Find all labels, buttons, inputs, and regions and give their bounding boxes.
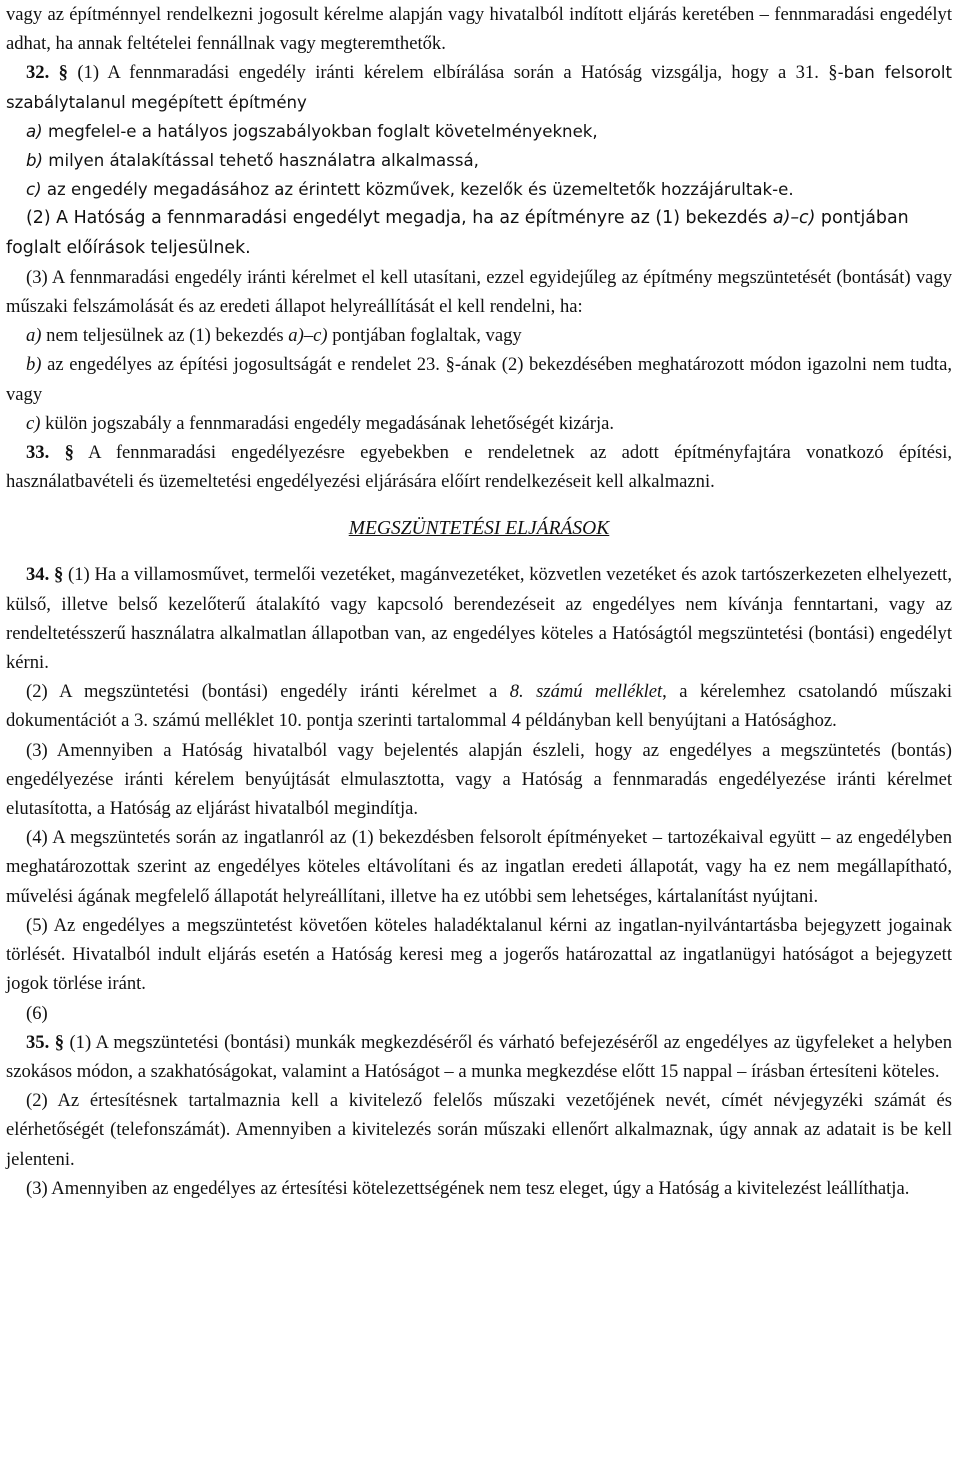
- section-32-p3-item-c: [6, 409, 952, 438]
- section-32-p1-symbol: §: [828, 62, 838, 84]
- section-34-p2-text-a: (2) A megszüntetési (bontási) engedély iránti kérelmet a: [26, 681, 498, 703]
- p3-item-b-text-2: -ának (2) bekezdésében meghatározott módon igazolni nem tudta, vagy: [6, 354, 953, 405]
- section-32-item-a: [6, 117, 952, 146]
- item-b-label: b): [26, 151, 44, 171]
- section-34-p5-text: (5) Az engedélyes a megszüntetést követően köteles haladéktalanul kérni az ingatlan-nyilvántartásba bejegyzett jogainak törlését. Hivatalból indult eljárás esetén a Hatóság keresi meg a jogerős határozattal az ingatlanügyi hatóságot a bejegyzett jogok törlése iránt.: [6, 914, 952, 995]
- section-35-p1-text: (1) A megszüntetési (bontási) munkák megkezdéséről és várható befejezéséről az engedélyes az ügyfeleket a helyben szokásos módon, a szakhatóságokat, valamint a Hatóságot – a munka megkezdése előtt 15 nappal – írásban értesíteni köteles.: [6, 1031, 952, 1082]
- heading-text: MEGSZÜNTETÉSI ELJÁRÁSOK: [348, 518, 610, 540]
- section-32-para-1: [6, 58, 952, 116]
- section-35-p3-text: (3) Amennyiben az engedélyes az értesítési kötelezettségének nem tesz eleget, úgy a Hatóság a kivitelezést leállíthatja.: [26, 1177, 910, 1199]
- section-33-para: [6, 438, 952, 496]
- section-34-p6-text: (6): [26, 1002, 48, 1024]
- section-35-symbol: §: [54, 1031, 64, 1053]
- section-35-number: 35.: [26, 1031, 50, 1053]
- section-32-p3-text: (3) A fennmaradási engedély iránti kérelmet el kell utasítani, ezzel egyidejűleg az építmény megszüntetését (bontását) vagy műszaki felszámolását és az eredeti állapot helyreállítását el kell rendelni, ha:: [6, 266, 952, 318]
- section-34-para-4: [6, 823, 952, 911]
- section-34-p1-text: (1) Ha a villamosművet, termelői vezetéket, magánvezetéket, közvetlen vezetéket és azok tartószerkezeten elhelyezett, külső, illetve belső kezelőterű átalakító vagy kapcsoló berendezéseit az engedélyes nem kívánja fenntartani, vagy az rendeltetésszerű használatra alkalmatlan állapotban van, az engedélyes köteles a Hatóságtól megszüntetési (bontási) engedélyt kérni.: [6, 564, 952, 674]
- intro-paragraph: [6, 0, 952, 58]
- section-35-para-1: [6, 1028, 952, 1086]
- p3-item-a-text-2: pontjában foglaltak, vagy: [332, 325, 522, 347]
- section-32-number: 32.: [26, 62, 50, 84]
- section-33-number: 33.: [26, 442, 50, 464]
- section-33-text: A fennmaradási engedélyezésre egyebekben e rendeletnek az adott építményfajtára vonatkozó építési, használatbavételi és üzemeltetési engedélyezési eljárására előírt rendelkezéseit kell alkalmazni.: [6, 442, 953, 493]
- item-c-text: az engedély megadásához az érintett közművek, kezelők és üzemeltetők hozzájárultak-e.: [46, 180, 794, 200]
- section-34-para-6: [6, 999, 952, 1028]
- section-33-symbol: §: [64, 442, 74, 464]
- intro-text: vagy az építménnyel rendelkezni jogosult kérelme alapján vagy hivatalból indított eljárás keretében – fennmaradási engedélyt adhat, ha annak feltételei fennállnak vagy megteremthetők.: [6, 4, 952, 55]
- p3-item-b-symbol: §: [445, 354, 455, 376]
- p3-item-b-text-1: az engedélyes az építési jogosultságát e rendelet 23.: [47, 354, 440, 376]
- p3-item-a-text-1: nem teljesülnek az (1) bekezdés: [46, 325, 284, 347]
- p3-item-a-label: a): [26, 325, 42, 347]
- section-34-symbol: §: [54, 564, 64, 586]
- item-a-text: megfelel-e a hatályos jogszabályokban foglalt követelményeknek,: [47, 121, 598, 141]
- section-34-p2-text-b: , a kérelemhez csatolandó műszaki dokumentációt a 3. számú melléklet 10. pontja szerinti tartalommal 4 példányban kell benyújtani a Hatósághoz.: [6, 681, 952, 732]
- section-34-p3-text: (3) Amennyiben a Hatóság hivatalból vagy bejelentés alapján észleli, hogy az engedélyes a megszüntetés (bontás) engedélyezése iránti kérelem benyújtását elmulasztotta, vagy a Hatóság a fennmaradás engedélyezése iránti kérelmet elutasította, a Hatóság az eljárást hivatalból megindítja.: [6, 739, 952, 820]
- item-b-text: milyen átalakítással tehető használatra alkalmassá,: [48, 151, 479, 171]
- section-34-para-2: [6, 677, 952, 735]
- section-35-p2-text: (2) Az értesítésnek tartalmaznia kell a kivitelező felelős műszaki vezetőjének nevét, címét névjegyzéki számát és elérhetőségét (telefonszámát). Amennyiben a kivitelezés során műszaki ellenőrt alkalmaznak, úgy annak az adatait is be kell jelenteni.: [6, 1090, 952, 1170]
- section-32-item-c: [6, 175, 952, 204]
- section-32-p2-text-b: pontjában foglalt előírások teljesülnek.: [6, 208, 909, 258]
- section-heading: [6, 496, 952, 560]
- section-34-p4-text: (4) A megszüntetés során az ingatlanról az (1) bekezdésben felsorolt építményeket – tartozékaival együtt – az engedélyben meghatározottak szerint az engedélyes köteles eltávolítani és az ingatlan eredeti állapotát, vagy ha ez nem megállapítható, művelési ágának megfelelő állapotát helyreállítani, illetve ha ez utóbbi sem lehetséges, kártalanítást nyújtani.: [6, 827, 952, 907]
- p3-item-c-text: külön jogszabály a fennmaradási engedély megadásának lehetőségét kizárja.: [45, 412, 615, 434]
- section-32-para-3: [6, 263, 952, 321]
- item-a-label: a): [26, 121, 43, 141]
- p3-item-c-label: c): [26, 412, 41, 434]
- section-32-p2-text-a: (2) A Hatóság a fennmaradási engedélyt megadja, ha az építményre az (1) bekezdés: [26, 208, 768, 229]
- section-32-symbol: §: [58, 62, 68, 84]
- section-34-para-1: [6, 560, 952, 677]
- section-32-para-2: [6, 204, 952, 262]
- section-32-p1-text: (1) A fennmaradási engedély iránti kérelem elbírálása során a Hatóság vizsgálja, hogy a 31.: [77, 62, 819, 84]
- section-32-p3-item-b: [6, 350, 952, 408]
- section-34-para-3: [6, 736, 952, 824]
- section-34-p2-ref: 8. számú melléklet: [509, 681, 663, 703]
- p3-item-a-ref: a)–c): [288, 325, 328, 347]
- section-34-number: 34.: [26, 564, 50, 586]
- item-c-label: c): [26, 180, 42, 200]
- section-34-para-5: [6, 911, 952, 999]
- section-35-para-3: [6, 1174, 952, 1203]
- section-32-p3-item-a: [6, 321, 952, 350]
- p3-item-b-label: b): [26, 354, 42, 376]
- section-32-p2-ref: a)–c): [772, 208, 816, 229]
- section-32-item-b: [6, 146, 952, 175]
- section-32-p1-tail: -ban felsorolt szabálytalanul megépített építmény: [6, 63, 952, 112]
- section-35-para-2: [6, 1086, 952, 1174]
